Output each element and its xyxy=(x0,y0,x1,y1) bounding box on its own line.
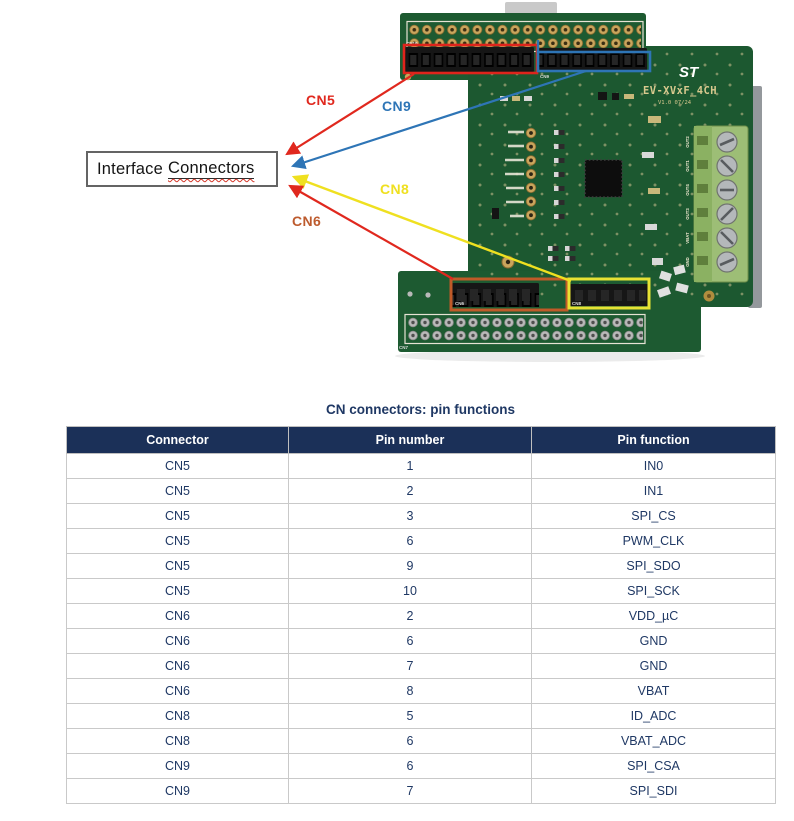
table-cell: GND xyxy=(532,654,776,679)
silkscreen-cn10-label: CN10 xyxy=(406,41,418,46)
table-cell: CN5 xyxy=(67,579,289,604)
table-cell: VBAT xyxy=(532,679,776,704)
table-cell: 6 xyxy=(289,529,532,554)
svg-text:VBAT: VBAT xyxy=(685,232,690,244)
table-row xyxy=(67,629,776,654)
table-row xyxy=(67,679,776,704)
pcb-annotated-figure xyxy=(0,0,794,400)
silkscreen-cn8-label: CN8 xyxy=(572,301,582,306)
table-row xyxy=(67,704,776,729)
svg-text:OUT3: OUT3 xyxy=(685,208,690,220)
table-row xyxy=(67,729,776,754)
table-cell: SPI_CSA xyxy=(532,754,776,779)
table-cell: VDD_µC xyxy=(532,604,776,629)
cn6-callout-label: CN6 xyxy=(292,213,322,229)
table-cell: 8 xyxy=(289,679,532,704)
cn9-callout-label: CN9 xyxy=(382,98,412,114)
table-row xyxy=(67,454,776,479)
svg-text:OUT1: OUT1 xyxy=(685,160,690,172)
cn8-callout-label: CN8 xyxy=(380,181,410,197)
table-cell: CN5 xyxy=(67,454,289,479)
svg-text:OUT2: OUT2 xyxy=(685,136,690,148)
corner-pad-bottom-2 xyxy=(425,292,430,297)
table-cell: 7 xyxy=(289,779,532,804)
bottom-through-hole-pads xyxy=(407,316,643,342)
table-cell: CN5 xyxy=(67,529,289,554)
table-header-row xyxy=(67,427,776,454)
interface-connectors-box xyxy=(86,151,278,187)
cn5-callout-label: CN5 xyxy=(306,92,336,108)
header-pin-function: Pin function xyxy=(532,427,776,454)
table-cell: ID_ADC xyxy=(532,704,776,729)
table-cell: 1 xyxy=(289,454,532,479)
table-cell: SPI_SDI xyxy=(532,779,776,804)
table-cell: CN6 xyxy=(67,604,289,629)
table-cell: IN1 xyxy=(532,479,776,504)
table-row xyxy=(67,579,776,604)
header-connector: Connector xyxy=(67,427,289,454)
pcb-photo xyxy=(0,0,794,400)
table-title: CN connectors: pin functions xyxy=(326,402,515,417)
cn6-arrow xyxy=(290,186,453,279)
table-row xyxy=(67,754,776,779)
table-cell: 5 xyxy=(289,704,532,729)
svg-text:OUT4: OUT4 xyxy=(685,184,690,196)
table-cell: IN0 xyxy=(532,454,776,479)
table-cell: 6 xyxy=(289,754,532,779)
table-cell: SPI_SCK xyxy=(532,579,776,604)
table-cell: 2 xyxy=(289,604,532,629)
pin-functions-table xyxy=(66,426,776,804)
table-cell: CN5 xyxy=(67,504,289,529)
interface-box-word2: Connectors xyxy=(168,159,255,177)
table-cell: CN8 xyxy=(67,729,289,754)
board-version-silkscreen: V1.0 07/24 xyxy=(658,100,692,106)
silkscreen-cn7-label: CN7 xyxy=(399,345,409,350)
table-cell: CN6 xyxy=(67,679,289,704)
gnd-test-point-hole xyxy=(506,260,510,264)
cn5-arrow xyxy=(287,74,414,154)
table-cell: 3 xyxy=(289,504,532,529)
table-row xyxy=(67,779,776,804)
table-row xyxy=(67,504,776,529)
table-row xyxy=(67,554,776,579)
interface-box-word1: Interface xyxy=(97,159,164,178)
table-cell: CN6 xyxy=(67,629,289,654)
table-cell: 6 xyxy=(289,629,532,654)
table-cell: 10 xyxy=(289,579,532,604)
svg-text:GND: GND xyxy=(685,257,690,267)
table-row xyxy=(67,604,776,629)
pin-table-section xyxy=(66,400,775,804)
table-cell: CN9 xyxy=(67,754,289,779)
table-cell: CN9 xyxy=(67,779,289,804)
table-cell: 7 xyxy=(289,654,532,679)
table-cell: SPI_SDO xyxy=(532,554,776,579)
silkscreen-cn6-label: CN6 xyxy=(455,301,465,306)
silkscreen-cn9-label: CN9 xyxy=(540,74,550,79)
st-logo: ST xyxy=(679,64,699,81)
table-row xyxy=(67,479,776,504)
table-row xyxy=(67,529,776,554)
table-cell: CN5 xyxy=(67,554,289,579)
table-cell: GND xyxy=(532,629,776,654)
table-cell: CN5 xyxy=(67,479,289,504)
table-cell: VBAT_ADC xyxy=(532,729,776,754)
table-cell: 2 xyxy=(289,479,532,504)
screw-terminal-block xyxy=(685,126,748,282)
table-cell: CN8 xyxy=(67,704,289,729)
table-row xyxy=(67,654,776,679)
main-ic-chip xyxy=(585,160,622,197)
table-cell: 9 xyxy=(289,554,532,579)
header-pin-number: Pin number xyxy=(289,427,532,454)
table-cell: SPI_CS xyxy=(532,504,776,529)
corner-pad-bottom-1 xyxy=(407,291,412,296)
background-connector-stub xyxy=(505,2,557,14)
table-cell: PWM_CLK xyxy=(532,529,776,554)
table-cell: CN6 xyxy=(67,654,289,679)
table-cell: 6 xyxy=(289,729,532,754)
fiducial-center xyxy=(707,294,711,298)
board-name-silkscreen: EV-XVxF_4CH xyxy=(643,85,717,97)
